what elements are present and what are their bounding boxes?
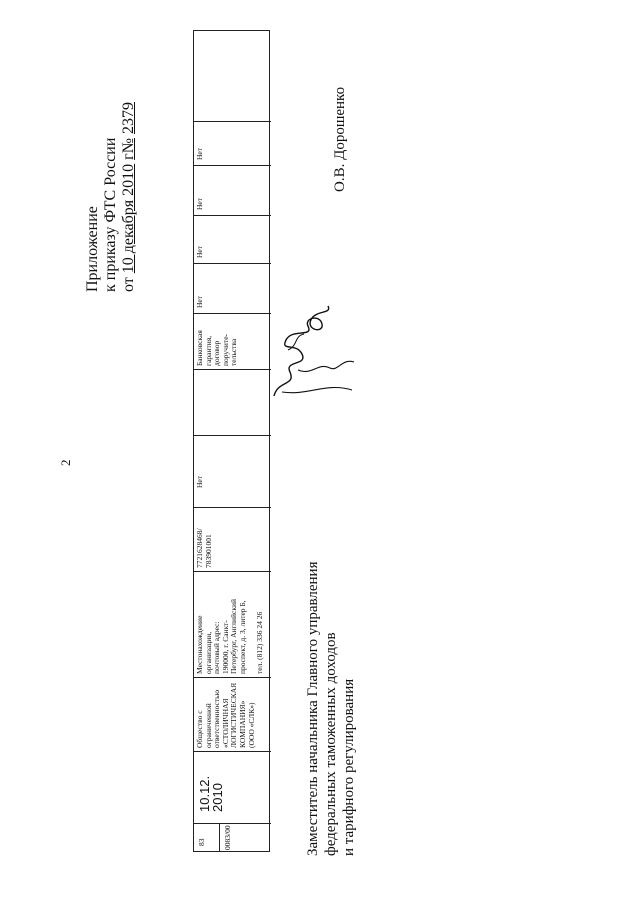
table-cell-row-ids bbox=[194, 823, 271, 851]
table-cell-no-3 bbox=[194, 215, 271, 263]
table-cell-no-1 bbox=[194, 435, 271, 507]
appendix-date-prefix: от bbox=[120, 277, 137, 292]
no-value-4: Нет bbox=[195, 197, 204, 210]
table-cell-address bbox=[194, 571, 271, 677]
table-cell-issue-date bbox=[194, 751, 271, 823]
no-value-1: Нет bbox=[195, 475, 204, 488]
no-value-3: Нет bbox=[195, 245, 204, 258]
appendix-order: к приказу ФТС России bbox=[102, 137, 119, 292]
table-cell-no-5 bbox=[194, 121, 271, 165]
appendix-no-label: г№ bbox=[120, 138, 137, 160]
inn-kpp-value: 7721628468/ 783901001 bbox=[195, 528, 213, 568]
signer-title-line-1: Заместитель начальника Главного управления bbox=[305, 561, 321, 856]
row-ids-divider bbox=[219, 824, 220, 851]
no-value-2: Нет bbox=[195, 295, 204, 308]
appendix-title: Приложение bbox=[84, 206, 101, 292]
signer-name: О.В. Дорошенко bbox=[332, 86, 348, 192]
signer-title-line-2: федеральных таможенных доходов bbox=[323, 632, 339, 856]
table-cell-inn-kpp bbox=[194, 507, 271, 571]
registry-number: 0083/00 bbox=[223, 825, 232, 850]
table-cell-organization bbox=[194, 677, 271, 751]
no-value-5: Нет bbox=[195, 147, 204, 160]
appendix-date: 10 декабря 2010 bbox=[120, 163, 137, 274]
signer-title-line-3: и тарифного регулирования bbox=[341, 678, 357, 856]
table-cell-no-2 bbox=[194, 263, 271, 313]
address-value: Местонахождение организации, почтовый адрес: 190000, г. Санкт- Петербург, Английский проспект, д. 3, литер Б, тел. (812) 336 24 26 bbox=[195, 598, 265, 674]
appendix-number: 2379 bbox=[120, 102, 137, 135]
row-number: 83 bbox=[197, 838, 206, 846]
appendix-date-line bbox=[120, 102, 138, 292]
guarantee-value: Банковская гарантия, договор поручите- тельства bbox=[195, 330, 239, 366]
issue-date-value: 10.12. 2010 bbox=[197, 775, 225, 812]
registry-table bbox=[193, 30, 270, 852]
signer-title bbox=[304, 562, 358, 857]
page-number: 2 bbox=[58, 459, 73, 466]
handwritten-signature bbox=[268, 300, 360, 410]
organization-value: Общество с ограниченной ответственностью «СТОЛИЧНАЯ ЛОГИСТИЧЕСКАЯ КОМПАНИЯ» (ООО «СЛК») bbox=[195, 682, 256, 748]
table-cell-empty-2 bbox=[194, 369, 271, 435]
table-cell-no-4 bbox=[194, 165, 271, 215]
appendix-header bbox=[84, 102, 138, 292]
table-cell-empty-1 bbox=[194, 31, 271, 121]
table-cell-guarantee bbox=[194, 313, 271, 369]
